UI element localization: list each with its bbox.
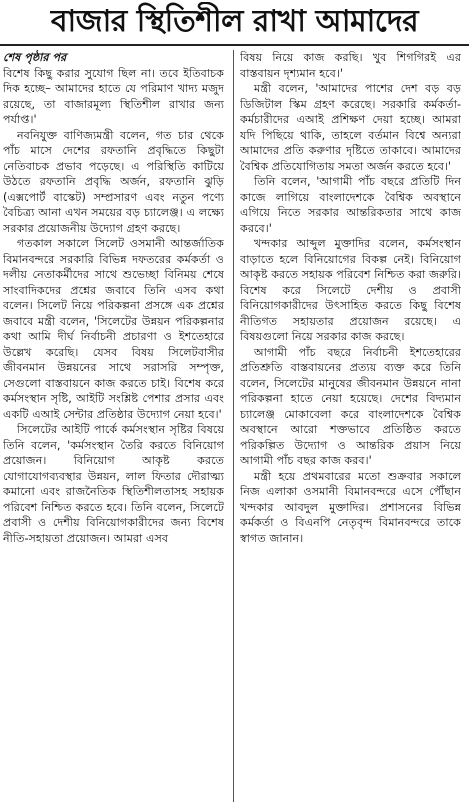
column-divider bbox=[233, 50, 234, 802]
right-column bbox=[240, 50, 461, 802]
headline-rule bbox=[0, 44, 469, 46]
left-column bbox=[3, 50, 224, 802]
paragraph: তিনি বলেন, 'আগামী পাঁচ বছরে প্রতিটি দিন কাজে লাগিয়ে বাংলাদেশকে বৈশ্বিক অবস্থানে এগিয়ে নিতে সরকার আন্তরিকতার সাথে কাজ করবে।' bbox=[240, 175, 461, 235]
paragraph: বিশেষ কিছু করার সুযোগ ছিল না। তবে ইতিবাচক দিক হচ্ছে– আমাদের হাতে যে পরিমাণ খাদ্য মজুদ রয়েছে, তা বাজারমূল্য স্থিতিশীল রাখার জন্য পর্যাপ্ত।' bbox=[3, 66, 224, 126]
paragraph: নবনিযুক্ত বাণিজ্যমন্ত্রী বলেন, গত চার থেকে পাঁচ মাসে দেশের রফতানি প্রবৃদ্ধিতে কিছুটা নেতিবাচক প্রভাব পড়েছে। এ পরিস্থিতি কাটিয়ে উঠতে রফতানি প্রবৃদ্ধি অর্জন, রফতানি ঝুড়ি (এক্সপোর্ট বাস্কেট) সম্প্রসারণ এবং নতুন পণ্যে বৈচিত্র্য আনা এখন সময়ের বড় চ্যালেঞ্জ। এ লক্ষ্যে সরকার প্রয়োজনীয় উদ্যোগ গ্রহণ করছে। bbox=[3, 128, 224, 235]
paragraph: খন্দকার আব্দুল মুক্তাদির বলেন, কর্মসংস্থান বাড়াতে হলে বিনিয়োগের বিকল্প নেই। বিনিয়োগ আকৃষ্ট করতে সহায়ক পরিবেশ নিশ্চিত করা জরুরি। বিশেষ করে সিলেটে দেশীয় ও প্রবাসী বিনিয়োগকারীদের উৎসাহিত করতে কিছু বিশেষ নীতিগত সহায়তার প্রয়োজন রয়েছে। এ বিষয়গুলো নিয়ে সরকার কাজ করছে। bbox=[240, 237, 461, 343]
headline: বাজার স্থিতিশীল রাখা আমাদের bbox=[50, 4, 419, 39]
paragraph: আগামী পাঁচ বছরে নির্বাচনী ইশতেহারের প্রতিশ্রুতি বাস্তবায়নের প্রত্যয় ব্যক্ত করে তিনি বলেন, সিলেটের মানুষের জীবনমান উন্নয়নে নানা পরিকল্পনা হাতে নেয়া হয়েছে। দেশের বিদ্যমান চ্যালেঞ্জ মোকাবেলা করে বাংলাদেশকে বৈশ্বিক অবস্থানে আরো শক্তভাবে প্রতিষ্ঠিত করতে পরিকল্পিত উদ্যোগ ও আন্তরিক প্রয়াস নিয়ে আগামী পাঁচ বছর কাজ করব।' bbox=[240, 345, 461, 467]
continuation-kicker: শেষ পৃষ্ঠার পর bbox=[3, 51, 67, 64]
paragraph: মন্ত্রী হয়ে প্রথমবারের মতো শুক্রবার সকালে নিজ এলাকা ওসমানী বিমানবন্দরে এসে পৌঁছান খন্দকার আবদুল মুক্তাদির। প্রশাসনের বিভিন্ন কর্মকর্তা ও বিএনপি নেতৃবৃন্দ বিমানবন্দরে তাকে স্বাগত জানান। bbox=[240, 469, 461, 545]
paragraph: গতকাল সকালে সিলেট ওসমানী আন্তর্জাতিক বিমানবন্দরে সরকারি বিভিন্ন দফতরের কর্মকর্তা ও দলীয় নেতাকর্মীদের সাথে শুভেচ্ছা বিনিময় শেষে সাংবাদিকদের প্রশ্নের জবাবে তিনি এসব কথা বলেন। সিলেট নিয়ে পরিকল্পনা প্রসঙ্গে এক প্রশ্নের জবাবে মন্ত্রী বলেন, 'সিলেটের উন্নয়ন পরিকল্পনার কথা আমি দীর্ঘ নির্বাচনী প্রচারণা ও ইশতেহারে উল্লেখ করেছি। যেসব বিষয় সিলেটবাসীর জীবনমান উন্নয়নের সাথে সরাসরি সম্পৃক্ত, সেগুলো বাস্তবায়নে কাজ করতে চাই। বিশেষ করে কর্মসংস্থান সৃষ্টি, আইটি সংশ্লিষ্ট পেশার প্রসার এবং একটি এআই সেন্টার প্রতিষ্ঠার উদ্যোগ নেয়া হবে।' bbox=[3, 237, 224, 421]
paragraph: বিষয় নিয়ে কাজ করছি। খুব শিগগিরই এর বাস্তবায়ন দৃশ্যমান হবে।' bbox=[240, 51, 461, 80]
paragraph: মন্ত্রী বলেন, 'আমাদের পাশের দেশ বড় বড় ডিজিটাল স্কিম গ্রহণ করেছে। সরকারি কর্মকর্তা-কর্মচারীদের এআই প্রশিক্ষণ দেয়া হচ্ছে। আমরা যদি পিছিয়ে থাকি, তাহলে বর্তমান বিশ্বে অন্যরা আমাদের প্রতি করুণার দৃষ্টিতে তাকাবে। আমাদের বৈশ্বিক প্রতিযোগিতায় সমতা অর্জন করতে হবে।' bbox=[240, 82, 461, 173]
paragraph: সিলেটের আইটি পার্কে কর্মসংস্থান সৃষ্টির বিষয়ে তিনি বলেন, 'কর্মসংস্থান তৈরি করতে বিনিয়োগ প্রয়োজন। বিনিয়োগ আকৃষ্ট করতে যোগাযোগব্যবস্থার উন্নয়ন, লাল ফিতার দৌরাত্ম্য কমানো এবং রাজনৈতিক স্থিতিশীলতাসহ সহায়ক পরিবেশ নিশ্চিত করতে হবে। তিনি বলেন, সিলেটে প্রবাসী ও দেশীয় বিনিয়োগকারীদের জন্য বিশেষ নীতি-সহায়তা প্রয়োজন। আমরা এসব bbox=[3, 423, 224, 545]
